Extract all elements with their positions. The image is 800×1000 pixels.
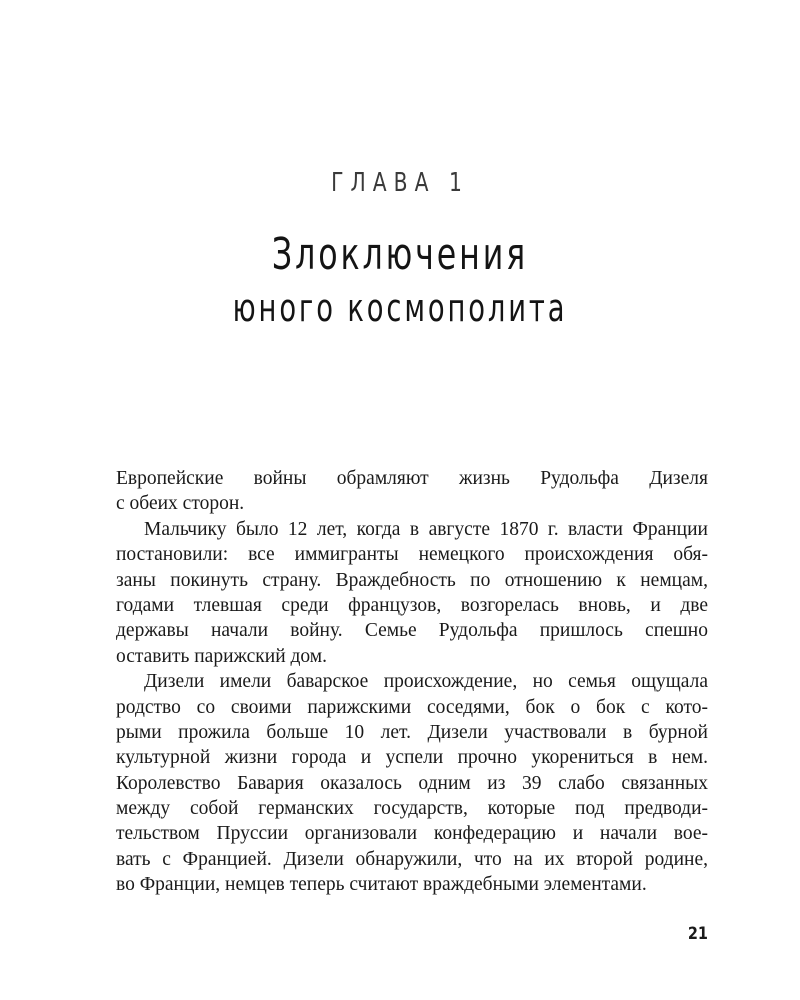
text-line: с обеих сторон. — [116, 493, 245, 515]
text-line: Королевство Бавария оказалось одним из 39 слабо связанных — [116, 772, 708, 794]
text-line: оставить парижский дом. — [116, 645, 328, 667]
chapter-title-line-2: юного космополита — [232, 286, 568, 330]
text-line: культурной жизни города и успели прочно укорениться в нем. — [116, 747, 708, 769]
text-line: постановили: все иммигранты немецкого происхождения обя- — [116, 544, 708, 566]
text-line: заны покинуть страну. Враждебность по отношению к немцам, — [116, 569, 708, 591]
text-line: тельством Пруссии организовали конфедерацию и начали вое- — [116, 823, 708, 845]
text-line: Дизели имели баварское происхождение, но семья ощущала — [144, 671, 708, 693]
text-line: Европейские войны обрамляют жизнь Рудольфа Дизеля — [116, 468, 708, 489]
text-line: во Франции, немцев теперь считают враждебными элементами. — [116, 874, 647, 896]
chapter-title — [0, 228, 800, 334]
text-line: годами тлевшая среди французов, возгорелась вновь, и две — [116, 594, 708, 616]
text-line: родство со своими парижскими соседями, бок о бок с кото- — [116, 696, 708, 718]
text-line: между собой германских государств, которые под предводи- — [116, 798, 708, 820]
text-line: вать с Францией. Дизели обнаружили, что на их второй родине, — [116, 848, 708, 870]
text-line: Мальчику было 12 лет, когда в августе 1870 г. власти Франции — [144, 518, 708, 540]
chapter-title-line-1: Злоключения — [271, 229, 529, 280]
text-line: рыми прожила больше 10 лет. Дизели участвовали в бурной — [116, 721, 708, 743]
text-line: державы начали войну. Семье Рудольфа пришлось спешно — [116, 620, 708, 642]
chapter-label: ГЛАВА 1 — [331, 168, 469, 198]
body-text — [116, 466, 708, 898]
page-number: 21 — [687, 924, 708, 944]
